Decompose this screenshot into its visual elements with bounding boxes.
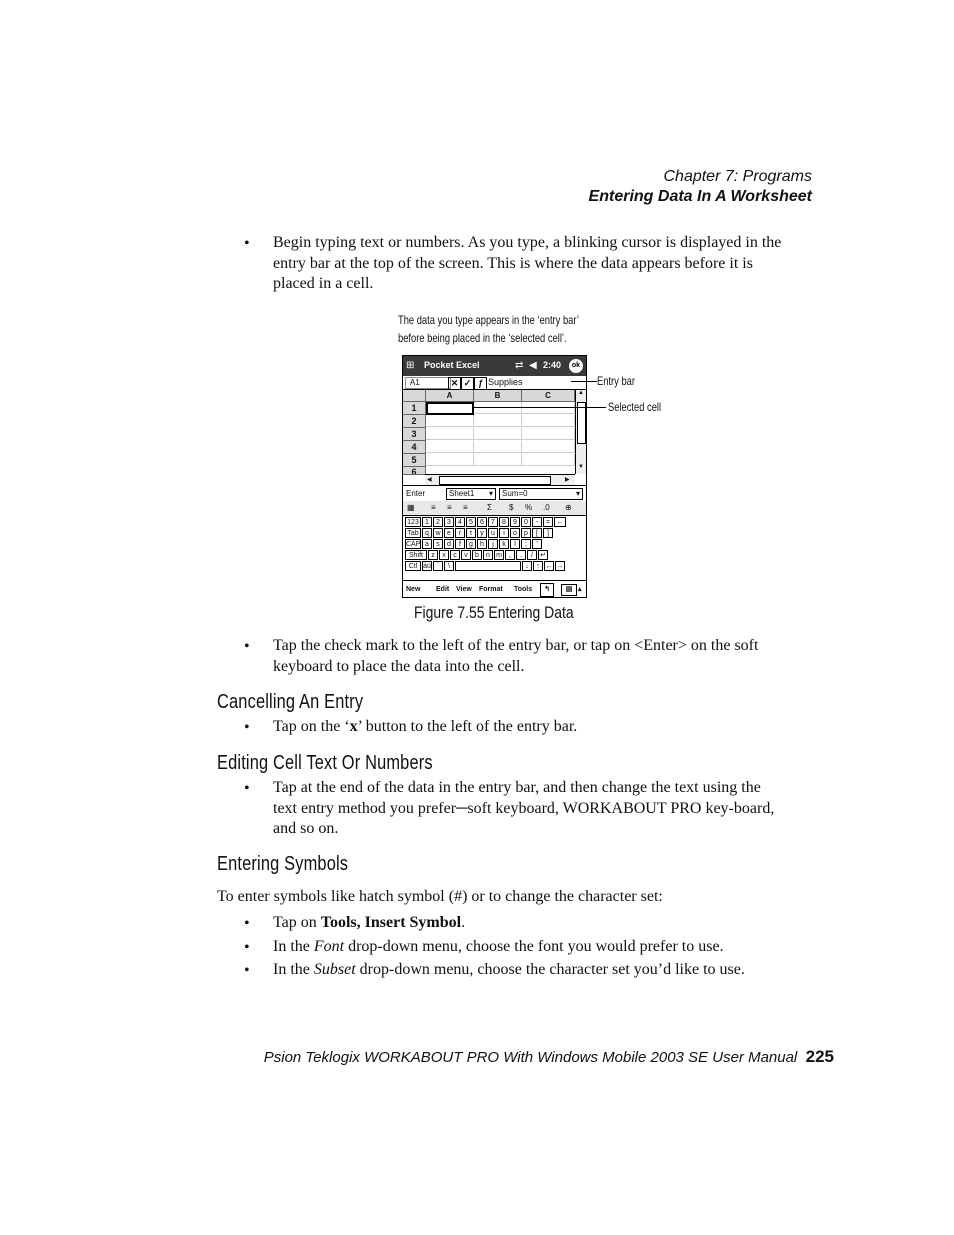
- row-header-5[interactable]: 5: [403, 454, 426, 467]
- bullet-marker: •: [244, 638, 250, 655]
- pocket-excel-screenshot: [402, 355, 587, 598]
- cell[interactable]: [522, 415, 575, 427]
- keyboard-key[interactable]: a: [422, 539, 432, 549]
- keyboard-key[interactable]: -: [532, 517, 542, 527]
- keyboard-key[interactable]: u: [488, 528, 498, 538]
- row-header-1[interactable]: 1: [403, 402, 426, 415]
- page-number: 225: [805, 1047, 834, 1066]
- function-icon[interactable]: ƒ: [474, 377, 487, 390]
- heading-editing-cell: Editing Cell Text Or Numbers: [217, 752, 433, 774]
- row-header-3[interactable]: 3: [403, 428, 426, 441]
- figure-caption: Figure 7.55 Entering Data: [414, 603, 574, 622]
- entry-bar[interactable]: [403, 376, 586, 390]
- keyboard-key[interactable]: i: [499, 528, 509, 538]
- clock-time: 2:40: [543, 360, 562, 370]
- cell[interactable]: [426, 454, 474, 466]
- align-center-icon[interactable]: ≡: [447, 503, 452, 512]
- font-italic: Font: [313, 938, 345, 955]
- keyboard-key[interactable]: m: [494, 550, 504, 560]
- keyboard-key[interactable]: 1: [422, 517, 432, 527]
- keyboard-key[interactable]: áü: [423, 563, 431, 570]
- scroll-down-icon[interactable]: ▼: [578, 464, 584, 470]
- checkmark-bullet-text: Tap the check mark to the left of the entry bar, or tap on <Enter> on the soft keyboard to place the data into the cell.: [273, 637, 759, 675]
- keyboard-key[interactable]: t: [466, 528, 476, 538]
- page-footer: [264, 1047, 834, 1068]
- subset-italic: Subset: [313, 961, 356, 978]
- keyboard-key[interactable]: ←: [554, 517, 566, 527]
- keyboard-key[interactable]: v: [461, 550, 471, 560]
- keyboard-key[interactable]: =: [543, 517, 553, 527]
- column-header-b[interactable]: B: [474, 390, 522, 402]
- keyboard-key[interactable]: r: [455, 528, 465, 538]
- keyboard-key[interactable]: 0: [521, 517, 531, 527]
- cancel-bullet-text: [273, 717, 783, 738]
- scroll-up-icon[interactable]: ▲: [578, 390, 584, 396]
- symbols-intro: To enter symbols like hatch symbol (#) or to change the character set:: [217, 888, 663, 905]
- chevron-down-icon: ▾: [575, 489, 580, 498]
- sym-b2-post: drop-down menu, choose the font you would prefer to use.: [344, 938, 724, 955]
- cell[interactable]: [474, 415, 522, 427]
- keyboard-key[interactable]: 7: [488, 517, 498, 527]
- bullet-marker: •: [244, 235, 250, 252]
- tools-insert-symbol-bold: Tools, Insert Symbol: [320, 914, 462, 931]
- cell[interactable]: [522, 402, 575, 414]
- check-mark-icon[interactable]: ✓: [461, 377, 474, 390]
- row-header-4[interactable]: 4: [403, 441, 426, 454]
- cell[interactable]: [522, 441, 575, 453]
- menu-tools[interactable]: Tools: [514, 586, 533, 593]
- keyboard-key[interactable]: e: [444, 528, 454, 538]
- keyboard-key[interactable]: ↓: [522, 561, 532, 571]
- keyboard-key[interactable]: 3: [444, 517, 454, 527]
- bullet-marker: •: [244, 962, 250, 979]
- status-mode-label: Enter: [406, 489, 426, 498]
- column-header-a[interactable]: A: [426, 390, 474, 402]
- callout-line-entry-bar: [571, 381, 597, 382]
- bullet-marker: •: [244, 780, 250, 797]
- volume-icon: ◀: [529, 360, 537, 371]
- footer-manual-title: Psion Teklogix WORKABOUT PRO With Windows Mobile 2003 SE User Manual: [263, 1049, 798, 1066]
- keyboard-key[interactable]: o: [510, 528, 520, 538]
- keyboard-key[interactable]: q: [422, 528, 432, 538]
- align-right-icon[interactable]: ≡: [463, 503, 468, 512]
- autosum-icon[interactable]: Σ: [487, 503, 492, 512]
- key-space[interactable]: [455, 561, 521, 571]
- sym-b3-pre: In the: [273, 961, 314, 978]
- keyboard-key[interactable]: l: [510, 539, 520, 549]
- keyboard-key[interactable]: Ctl: [405, 561, 421, 571]
- heading-entering-symbols: Entering Symbols: [217, 853, 349, 875]
- windows-start-icon: ⊞: [406, 360, 415, 371]
- align-left-icon[interactable]: ≡: [431, 503, 436, 512]
- keyboard-key[interactable]: 2: [433, 517, 443, 527]
- corner-header: [403, 390, 426, 402]
- keyboard-key[interactable]: `: [433, 561, 443, 571]
- sym-b3-post: drop-down menu, choose the character set you’d like to use.: [355, 961, 745, 978]
- currency-icon[interactable]: $: [509, 503, 514, 512]
- symbols-bullet-3: [273, 960, 783, 981]
- edit-bullet-text: Tap at the end of the data in the entry bar, and then change the text using the text entry method you prefer─soft keyboard, WORKABOUT PRO key-board, and so on.: [273, 779, 775, 837]
- bullet-marker: •: [244, 939, 250, 956]
- keyboard-key[interactable]: z: [428, 550, 438, 560]
- cell[interactable]: [426, 415, 474, 427]
- keyboard-key[interactable]: 6: [477, 517, 487, 527]
- figure-note-line1: The data you type appears in the ‘entry bar’: [398, 313, 579, 327]
- keyboard-key[interactable]: y: [477, 528, 487, 538]
- keyboard-key[interactable]: x: [439, 550, 449, 560]
- cancel-x-icon[interactable]: ✕: [448, 377, 461, 390]
- cell[interactable]: [474, 402, 522, 414]
- keyboard-key[interactable]: 4: [455, 517, 465, 527]
- keyboard-key[interactable]: ↵: [538, 550, 548, 560]
- cell-reference-box[interactable]: A1: [405, 377, 451, 389]
- keyboard-key[interactable]: h: [477, 539, 487, 549]
- keyboard-key[interactable]: b: [472, 550, 482, 560]
- keyboard-key[interactable]: f: [455, 539, 465, 549]
- menu-bar: [403, 580, 586, 598]
- keyboard-key[interactable]: c: [450, 550, 460, 560]
- cancel-text-post: ’ button to the left of the entry bar.: [357, 718, 578, 735]
- keyboard-key[interactable]: ↑: [533, 561, 543, 571]
- keyboard-key[interactable]: ': [532, 539, 542, 549]
- keyboard-key[interactable]: w: [433, 528, 443, 538]
- chevron-down-icon: ▾: [488, 489, 493, 498]
- keyboard-key[interactable]: n: [483, 550, 493, 560]
- symbols-bullet-2: [273, 937, 783, 958]
- sym-b1-post: .: [461, 914, 466, 931]
- row-header-2[interactable]: 2: [403, 415, 426, 428]
- keyboard-key[interactable]: j: [488, 539, 498, 549]
- keyboard-key[interactable]: /: [527, 550, 537, 560]
- keyboard-key[interactable]: 9: [510, 517, 520, 527]
- row-header-6[interactable]: 6: [403, 467, 426, 475]
- cancel-x-bold: x: [349, 718, 358, 735]
- status-bar: [403, 485, 586, 502]
- cell[interactable]: [426, 428, 474, 440]
- figure-note-line2: before being placed in the ‘selected cell’.: [398, 331, 567, 345]
- bullet-marker: •: [244, 719, 250, 736]
- title-bar: [403, 356, 586, 376]
- cell[interactable]: [426, 441, 474, 453]
- keyboard-key[interactable]: Shift: [405, 550, 427, 560]
- cell[interactable]: [474, 428, 522, 440]
- autocalc-value: Sum=0: [502, 489, 528, 498]
- sheet-dropdown-value: Sheet1: [449, 489, 475, 498]
- sym-b1-pre: Tap on: [273, 914, 321, 931]
- cell[interactable]: [474, 441, 522, 453]
- heading-cancelling-entry: Cancelling An Entry: [217, 691, 364, 713]
- keyboard-key[interactable]: ;: [521, 539, 531, 549]
- keyboard-key[interactable]: d: [444, 539, 454, 549]
- keyboard-key[interactable]: 5: [466, 517, 476, 527]
- symbols-bullet-1: [273, 913, 783, 934]
- keyboard-icon[interactable]: ▤: [561, 584, 577, 596]
- cancel-text-pre: Tap on the ‘: [273, 718, 350, 735]
- callout-selected-cell: Selected cell: [608, 400, 662, 414]
- keyboard-key[interactable]: ←: [545, 563, 553, 570]
- keyboard-key[interactable]: g: [466, 539, 476, 549]
- keyboard-key[interactable]: [: [532, 528, 542, 538]
- cell-format-icon[interactable]: ▦: [407, 503, 415, 512]
- cell[interactable]: [522, 428, 575, 440]
- entry-bar-value[interactable]: Supplies: [488, 377, 523, 387]
- connectivity-icon: ⇄: [515, 360, 524, 371]
- keyboard-key[interactable]: ,: [505, 550, 515, 560]
- sym-b2-pre: In the: [273, 938, 314, 955]
- keyboard-key[interactable]: .: [516, 550, 526, 560]
- intro-bullet-text: Begin typing text or numbers. As you type, a blinking cursor is displayed in the entry bar at the top of the screen. This is where the data appears before it is placed in a cell.: [273, 234, 782, 292]
- chevron-up-icon[interactable]: ▴: [578, 586, 582, 593]
- column-header-c[interactable]: C: [522, 390, 575, 402]
- keyboard-key[interactable]: s: [433, 539, 443, 549]
- scroll-thumb[interactable]: [577, 402, 586, 444]
- keyboard-key[interactable]: ]: [543, 528, 553, 538]
- keyboard-key[interactable]: p: [521, 528, 531, 538]
- format-toolbar: [403, 501, 586, 516]
- autocalc-dropdown[interactable]: [499, 488, 583, 500]
- zoom-icon[interactable]: ⊕: [565, 503, 572, 512]
- menu-view[interactable]: View: [456, 586, 472, 593]
- section-header: Entering Data In A Worksheet: [588, 188, 812, 205]
- undo-icon[interactable]: ↰: [540, 583, 554, 597]
- scroll-left-icon[interactable]: ◀: [427, 477, 432, 483]
- selected-cell-a1[interactable]: [426, 402, 474, 415]
- keyboard-key[interactable]: 123: [405, 517, 421, 527]
- callout-line-selected-cell: [473, 407, 606, 408]
- menu-format[interactable]: Format: [479, 586, 503, 593]
- keyboard-key[interactable]: Tab: [405, 528, 421, 538]
- sheet-dropdown[interactable]: [446, 488, 496, 500]
- hscroll-thumb[interactable]: [439, 476, 551, 485]
- ok-button[interactable]: ok: [569, 359, 583, 373]
- percent-icon[interactable]: %: [525, 503, 533, 512]
- horizontal-scrollbar[interactable]: [425, 474, 575, 485]
- vertical-scrollbar[interactable]: [575, 390, 586, 474]
- scroll-right-icon[interactable]: ▶: [565, 477, 570, 483]
- chapter-header: Chapter 7: Programs: [663, 168, 812, 185]
- keyboard-key[interactable]: CAP: [406, 541, 421, 548]
- keyboard-key[interactable]: \: [444, 561, 454, 571]
- keyboard-key[interactable]: →: [556, 563, 564, 570]
- callout-entry-bar: Entry bar: [597, 374, 635, 388]
- keyboard-key[interactable]: 8: [499, 517, 509, 527]
- cell[interactable]: [474, 454, 522, 466]
- menu-new[interactable]: New: [406, 586, 421, 593]
- cell[interactable]: [522, 454, 575, 466]
- bullet-marker: •: [244, 915, 250, 932]
- menu-edit[interactable]: Edit: [436, 586, 450, 593]
- decimal-icon[interactable]: .0: [543, 503, 550, 512]
- app-title: Pocket Excel: [424, 360, 480, 370]
- keyboard-key[interactable]: k: [499, 539, 509, 549]
